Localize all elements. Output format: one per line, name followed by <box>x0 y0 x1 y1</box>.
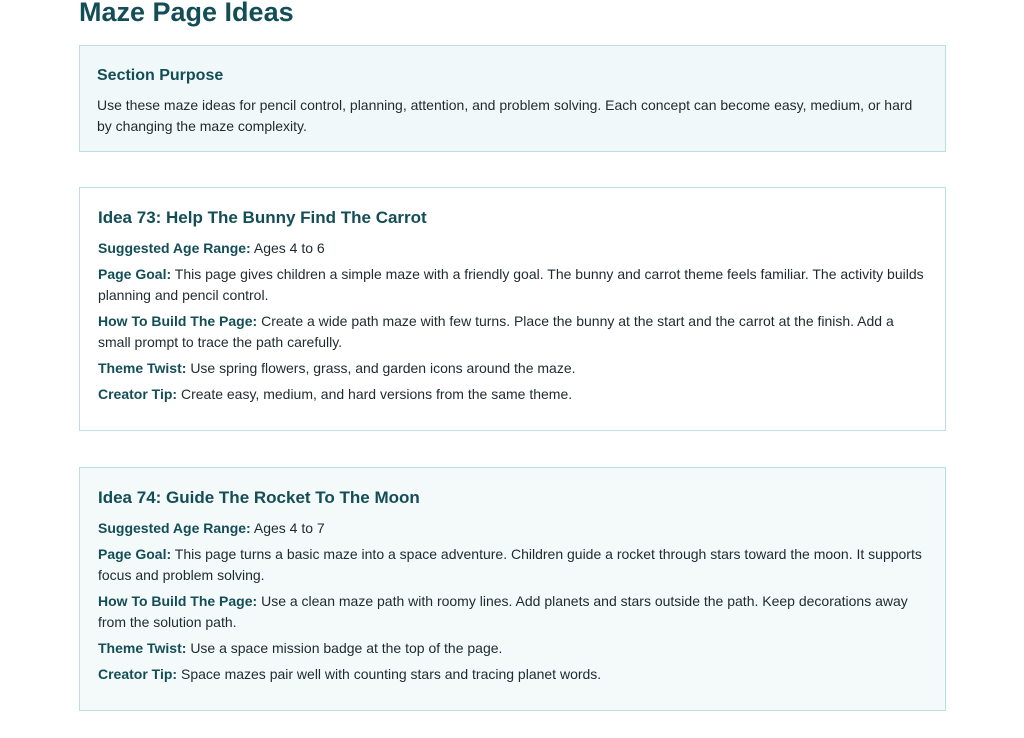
how-to-build-value: Create a wide path maze with few turns. Place the bunny at the start and the carrot at the finish. Add a small prompt to trace the path carefully. <box>98 313 894 350</box>
idea-card-74 <box>79 467 946 711</box>
page-goal-value: This page turns a basic maze into a space adventure. Children guide a rocket through stars toward the moon. It supports focus and problem solving. <box>98 546 922 583</box>
theme-twist-label: Theme Twist: <box>98 360 187 376</box>
how-to-build-label: How To Build The Page: <box>98 593 258 609</box>
creator-tip-field <box>98 664 927 685</box>
age-range-value: Ages 4 to 7 <box>253 520 325 536</box>
creator-tip-value: Create easy, medium, and hard versions from the same theme. <box>180 386 573 402</box>
theme-twist-field <box>98 358 927 379</box>
theme-twist-field <box>98 638 927 659</box>
page-goal-label: Page Goal: <box>98 266 172 282</box>
idea-card-73 <box>79 187 946 431</box>
page-goal-field <box>98 264 927 306</box>
age-range-value: Ages 4 to 6 <box>253 240 325 256</box>
creator-tip-field <box>98 384 927 405</box>
page-title: Maze Page Ideas <box>79 0 294 27</box>
section-purpose-box <box>79 45 946 152</box>
page-goal-field <box>98 544 927 586</box>
page-goal-label: Page Goal: <box>98 546 172 562</box>
age-range-label: Suggested Age Range: <box>98 240 251 256</box>
section-purpose-text: Use these maze ideas for pencil control, planning, attention, and problem solving. Each concept can become easy, medium, or hard by changing the maze complexity. <box>97 97 913 134</box>
age-range-field <box>98 518 927 539</box>
how-to-build-label: How To Build The Page: <box>98 313 258 329</box>
creator-tip-value: Space mazes pair well with counting stars and tracing planet words. <box>180 666 602 682</box>
section-purpose-heading: Section Purpose <box>97 67 224 84</box>
theme-twist-value: Use a space mission badge at the top of the page. <box>190 640 503 656</box>
how-to-build-field <box>98 311 927 353</box>
age-range-field <box>98 238 927 259</box>
how-to-build-value: Use a clean maze path with roomy lines. Add planets and stars outside the path. Keep decorations away from the solution path. <box>98 593 908 630</box>
age-range-label: Suggested Age Range: <box>98 520 251 536</box>
how-to-build-field <box>98 591 927 633</box>
page-goal-value: This page gives children a simple maze with a friendly goal. The bunny and carrot theme feels familiar. The activity builds planning and pencil control. <box>98 266 924 303</box>
idea-title: Idea 74: Guide The Rocket To The Moon <box>98 488 420 507</box>
creator-tip-label: Creator Tip: <box>98 666 178 682</box>
creator-tip-label: Creator Tip: <box>98 386 178 402</box>
theme-twist-label: Theme Twist: <box>98 640 187 656</box>
idea-title: Idea 73: Help The Bunny Find The Carrot <box>98 208 427 227</box>
theme-twist-value: Use spring flowers, grass, and garden icons around the maze. <box>190 360 576 376</box>
